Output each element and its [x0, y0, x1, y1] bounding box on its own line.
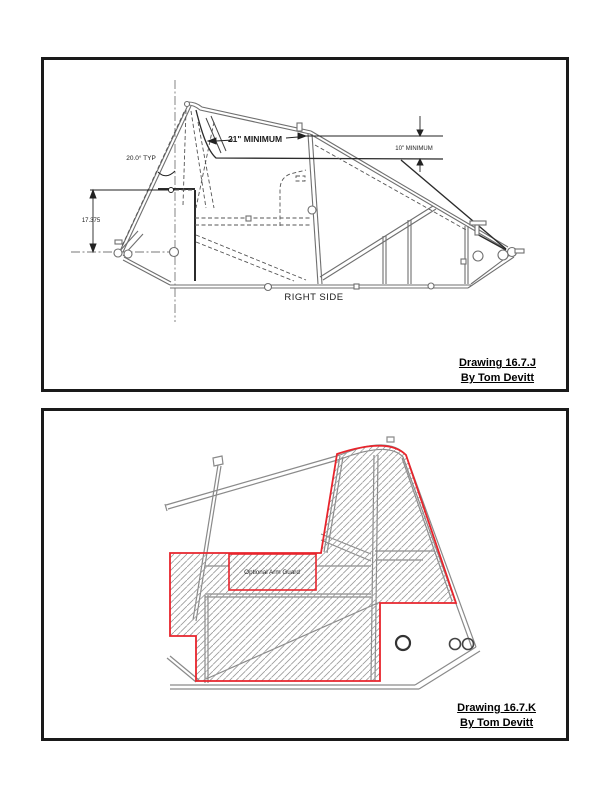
chassis-right-side-drawing: [44, 60, 566, 389]
label-10-minimum: 10" MINIMUM: [395, 146, 433, 152]
caption-drawing-j: [459, 356, 536, 386]
caption-author: By Tom Devitt: [460, 717, 534, 729]
caption-drawing-k: [457, 701, 536, 731]
label-17-375: 17.375: [81, 218, 101, 224]
label-right-side: RIGHT SIDE: [284, 292, 344, 303]
drawing-16-7-j-panel: [41, 57, 569, 392]
centerlines: [71, 80, 175, 322]
label-20-deg-typ: 20.0° TYP: [126, 155, 156, 162]
label-21-minimum: 21" MINIMUM: [227, 134, 283, 144]
drawing-16-7-k-panel: [41, 408, 569, 741]
label-optional-arm-guard: Optional Arm Guard: [244, 569, 300, 576]
caption-title: Drawing 16.7.J: [458, 357, 536, 369]
caption-author: By Tom Devitt: [460, 372, 535, 384]
rear-fittings: [396, 636, 474, 650]
caption-title: Drawing 16.7.K: [457, 702, 536, 714]
cage-tubes: [118, 102, 514, 288]
arm-guard-area-drawing: [44, 411, 566, 738]
